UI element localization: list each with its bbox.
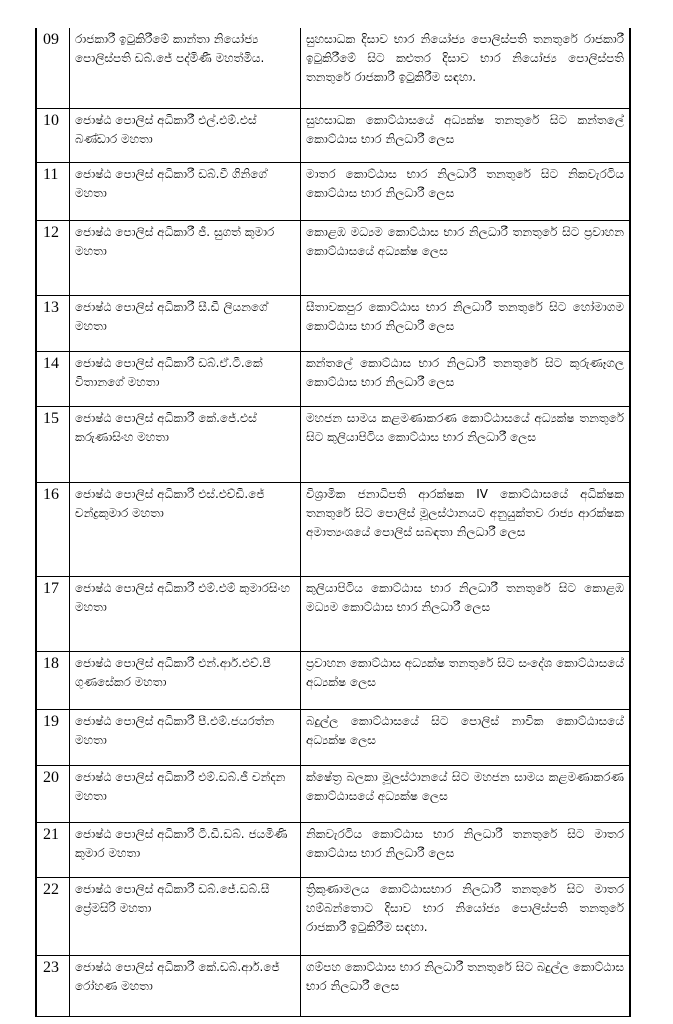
officer-name: ජොෂ්ඨ පොලිස් අධිකාරී ඩබ්.ඒ.ටී.කේ විතානගේ මහතා <box>70 351 301 406</box>
posting-details: නිකවැරටිය කොට්ඨාස භාර නිලධාරී තනතුරේ සිට මාතර කොට්ඨාස භාර නිලධාරී ලෙස <box>301 822 631 877</box>
posting-details: මාතර කොට්ඨාස භාර නිලධාරී තනතුරේ සිට නිකවැරටිය කොට්ඨාස භාර නිලධාරී ලෙස <box>301 162 631 220</box>
posting-details: බදුල්ල කොට්ඨාසයේ සිට පොලිස් නාවික කොට්ඨාසයේ අධ්‍යක්ෂ ලෙස <box>301 709 631 765</box>
row-number: 20 <box>36 765 70 822</box>
posting-details: සුහසාධක දිසාව භාර නියෝජ්‍ය පොලිස්පති තනතුරේ රාජකාරී ඉටුකිරීමේ සිට කළුතර දිසාව භාර නියෝජ්‍ය පොලිස්පති තනතුරේ රාජකාරී ඉටුකිරීම සඳහා. <box>301 28 631 108</box>
posting-details: ගම්පහ කොට්ඨාස භාර නිලධාරී තනතුරේ සිට බදුල්ල කොට්ඨාස භාර නිලධාරී ලෙස <box>301 955 631 1016</box>
posting-details: සුහසාධක කොට්ඨාසයේ අධ්‍යක්ෂ තනතුරේ සිට කන්තලේ කොට්ඨාස භාර නිලධාරී ලෙස <box>301 108 631 162</box>
row-number: 11 <box>36 162 70 220</box>
row-number: 19 <box>36 709 70 765</box>
posting-details: සීතාවකපුර කොට්ඨාස භාර නිලධාරී තනතුරේ සිට හෝමාගම කොට්ඨාස භාර නිලධාරී ලෙස <box>301 295 631 351</box>
posting-details: ක්ෂේත්‍ර බලකා මූලස්ථානයේ සිට මහජන සාමය කළමණාකරණ කොට්ඨාසයේ අධ්‍යක්ෂ ලෙස <box>301 765 631 822</box>
row-number: 14 <box>36 351 70 406</box>
officer-name: ජොෂ්ඨ පොලිස් අධිකාරී එස්.එච්ඩී.ජේ චන්ද්‍රකුමාර මහතා <box>70 482 301 576</box>
posting-details: මහජන සාමය කළමණාකරණ කොට්ඨාසයේ අධ්‍යක්ෂ තනතුරේ සිට කුලියාපිටිය කොට්ඨාස භාර නිලධාරී ලෙස <box>301 406 631 482</box>
officer-name: රාජකාරී ඉටුකිරීමේ කාන්තා නියෝජ්‍ය පොලිස්පති ඩබ්.ජේ පද්මිණී මහත්මිය. <box>70 28 301 108</box>
posting-details: කොළඹ මධ්‍යම කොට්ඨාස භාර නිලධාරී තනතුරේ සිට ප්‍රවාහන කොට්ඨාසයේ අධ්‍යක්ෂ ලෙස <box>301 220 631 295</box>
table-row <box>36 482 630 576</box>
row-number: 15 <box>36 406 70 482</box>
row-number: 16 <box>36 482 70 576</box>
posting-details: ප්‍රවාහන කොට්ඨාස අධ්‍යක්ෂ තනතුරේ සිට සංදේශ කොට්ඨාසයේ අධ්‍යක්ෂ ලෙස <box>301 651 631 709</box>
transfer-table <box>35 28 631 1017</box>
row-number: 10 <box>36 108 70 162</box>
officer-name: ජොෂ්ඨ පොලිස් අධිකාරී එම්.ඩබ්.ජී චන්දන මහතා <box>70 765 301 822</box>
officer-name: ජොෂ්ඨ පොලිස් අධිකාරී ජී. සුගත් කුමාර මහතා <box>70 220 301 295</box>
table-row <box>36 220 630 295</box>
officer-name: ජොෂ්ඨ පොලිස් අධිකාරී එල්.එම්.එස් බණ්ඩාර මහතා <box>70 108 301 162</box>
table-row <box>36 351 630 406</box>
officer-name: ජොෂ්ඨ පොලිස් අධිකාරී එම්.එම් කුමාරසිංහ මහතා <box>70 576 301 651</box>
table-row <box>36 877 630 955</box>
row-number: 12 <box>36 220 70 295</box>
officer-name: ජොෂ්ඨ පොලිස් අධිකාරී ඩබ්.ජේ.ඩබ්.සී ප්‍රේමසිරි මහතා <box>70 877 301 955</box>
row-number: 13 <box>36 295 70 351</box>
table-row <box>36 406 630 482</box>
posting-details: කුලියාපිටිය කොට්ඨාස භාර නිලධාරී තනතුරේ සිට කොළඹ මධ්‍යම කොට්ඨාස භාර නිලධාරී ලෙස <box>301 576 631 651</box>
officer-name: ජොෂ්ඨ පොලිස් අධිකාරී ටී.ඩී.ඩබ්. ජයමිණි කුමාර මහතා <box>70 822 301 877</box>
row-number: 09 <box>36 28 70 108</box>
posting-details: විශ්‍රාමික ජනාධිපති ආරක්ෂක IV කොට්ඨාසයේ අධික්ෂක තනතුරේ සිට පොලිස් මූලස්ථානයට අනුයුක්තව රාජ්‍ය ආරක්ෂක අමාත්‍යංශයේ පොලිස් සබඳතා නිලධාරී ලෙස <box>301 482 631 576</box>
table-row <box>36 765 630 822</box>
officer-name: ජොෂ්ඨ පොලිස් අධිකාරී එන්.ආර්.එච්.පී ගුණසේකර මහතා <box>70 651 301 709</box>
officer-name: ජොෂ්ඨ පොලිස් අධිකාරී පී.එම්.ජයරත්න මහතා <box>70 709 301 765</box>
table-row <box>36 822 630 877</box>
row-number: 21 <box>36 822 70 877</box>
posting-details: ත්‍රිකුණාමලය කොට්ඨාසභාර නිලධාරී තනතුරේ සිට මාතර හම්බන්තොට දිසාව භාර නියෝජ්‍ය පොලිස්පති තනතුරේ රාජකාරී ඉටුකිරීම සඳහා. <box>301 877 631 955</box>
row-number: 18 <box>36 651 70 709</box>
table-row <box>36 955 630 1016</box>
table-row <box>36 108 630 162</box>
table-row <box>36 28 630 108</box>
officer-name: ජොෂ්ඨ පොලිස් අධිකාරී ඩබ්.වී ගිනිගේ මහතා <box>70 162 301 220</box>
officer-name: ජොෂ්ඨ පොලිස් අධිකාරී සී.ඩී ලියනගේ මහතා <box>70 295 301 351</box>
table-row <box>36 162 630 220</box>
officer-name: ජොෂ්ඨ පොලිස් අධිකාරී කේ.ඩබ්.ආර්.ජේ රෝහණ මහතා <box>70 955 301 1016</box>
posting-details: කන්තලේ කොට්ඨාස භාර නිලධාරී තනතුරේ සිට කුරුණෑගල කොට්ඨාස භාර නිලධාරී ලෙස <box>301 351 631 406</box>
officer-name: ජොෂ්ඨ පොලිස් අධිකාරී කේ.ජේ.එස් කරුණාසිංහ මහතා <box>70 406 301 482</box>
table-row <box>36 709 630 765</box>
table-row <box>36 651 630 709</box>
row-number: 23 <box>36 955 70 1016</box>
row-number: 17 <box>36 576 70 651</box>
table-row <box>36 576 630 651</box>
row-number: 22 <box>36 877 70 955</box>
table-row <box>36 295 630 351</box>
